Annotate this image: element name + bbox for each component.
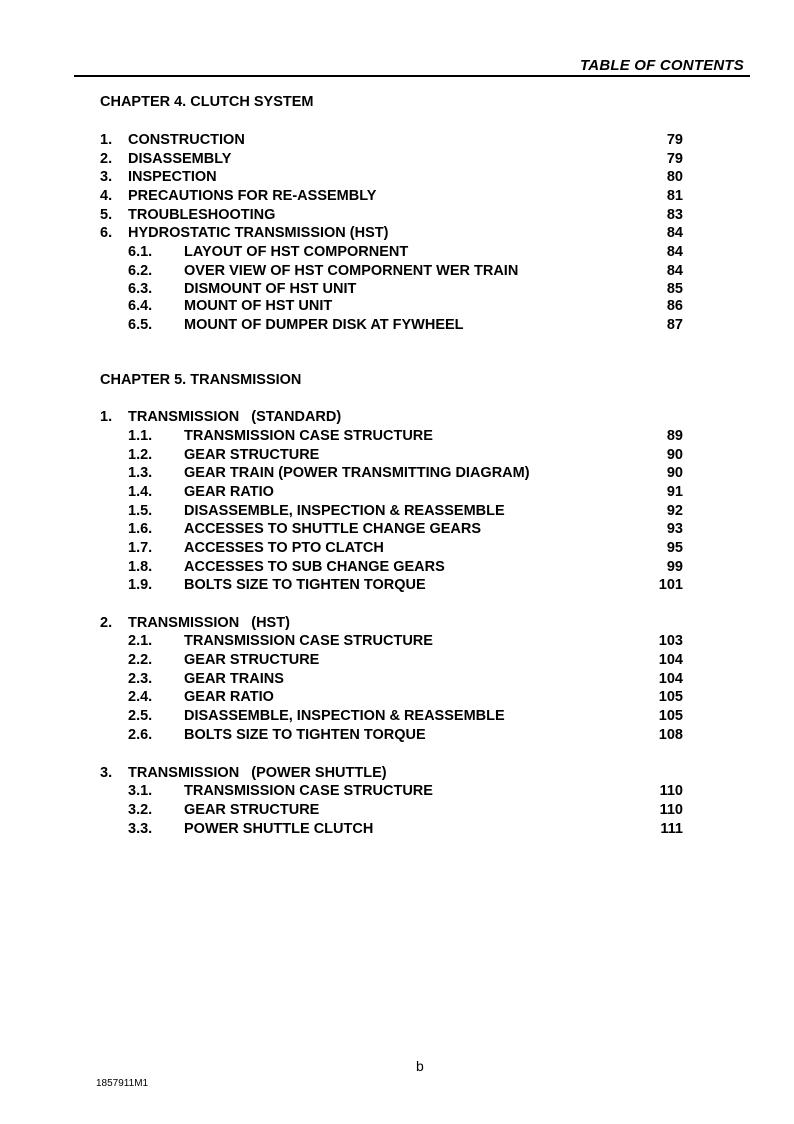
toc-entry-title: BOLTS SIZE TO TIGHTEN TORQUE xyxy=(184,727,426,743)
toc-entry-title: MOUNT OF DUMPER DISK AT FYWHEEL xyxy=(184,317,464,333)
toc-entry-ch5-3-1[interactable] xyxy=(0,782,794,801)
toc-entry-number: 6.4. xyxy=(128,298,153,314)
toc-entry-ch5-3-2[interactable] xyxy=(0,801,794,820)
toc-entry-number: 1.7. xyxy=(128,540,153,556)
toc-entry-page: 92 xyxy=(666,503,683,519)
toc-entry-title: GEAR STRUCTURE xyxy=(184,652,320,668)
toc-entry-page: 85 xyxy=(666,281,683,297)
toc-entry-number: 6.5. xyxy=(128,317,153,333)
toc-entry-ch5-2-1[interactable] xyxy=(0,632,794,651)
toc-entry-page: 111 xyxy=(660,821,683,837)
toc-entry-title: GEAR RATIO xyxy=(184,484,274,500)
toc-entry-ch4-1[interactable] xyxy=(0,131,794,150)
toc-entry-ch4-6-2[interactable] xyxy=(0,262,794,281)
toc-entry-number: 1.5. xyxy=(128,503,153,519)
toc-entry-page: 83 xyxy=(666,207,683,223)
document-code: 1857911M1 xyxy=(96,1078,149,1089)
toc-entry-title: TRANSMISSION CASE STRUCTURE xyxy=(184,428,433,444)
toc-entry-page: 110 xyxy=(659,783,683,799)
toc-entry-title: GEAR STRUCTURE xyxy=(184,447,320,463)
toc-entry-title: ACCESSES TO SHUTTLE CHANGE GEARS xyxy=(184,521,482,537)
toc-entry-page: 80 xyxy=(666,169,683,185)
toc-entry-title: ACCESSES TO PTO CLATCH xyxy=(184,540,384,556)
toc-entry-page: 84 xyxy=(666,225,683,241)
toc-entry-page: 110 xyxy=(659,802,683,818)
toc-entry-title: TRANSMISSION CASE STRUCTURE xyxy=(184,783,433,799)
header-title: TABLE OF CONTENTS xyxy=(580,57,744,74)
toc-entry-number: 1.1. xyxy=(128,428,153,444)
toc-entry-ch4-5[interactable] xyxy=(0,206,794,225)
toc-entry-number: 6.2. xyxy=(128,263,153,279)
toc-entry-ch4-6-1[interactable] xyxy=(0,243,794,262)
toc-entry-title: GEAR TRAIN (POWER TRANSMITTING DIAGRAM) xyxy=(184,465,530,481)
toc-entry-ch5-2-3[interactable] xyxy=(0,670,794,689)
toc-entry-number: 1.9. xyxy=(128,577,153,593)
toc-entry-page: 86 xyxy=(666,298,683,314)
toc-entry-ch5-1-8[interactable] xyxy=(0,558,794,577)
toc-section-ch5-2[interactable] xyxy=(0,614,794,633)
toc-entry-page: 90 xyxy=(666,447,683,463)
toc-entry-title: GEAR TRAINS xyxy=(184,671,284,687)
toc-section-title: TRANSMISSION (HST) xyxy=(128,615,290,631)
toc-entry-number: 2.3. xyxy=(128,671,153,687)
toc-entry-ch5-1-1[interactable] xyxy=(0,427,794,446)
toc-entry-ch5-1-2[interactable] xyxy=(0,446,794,465)
toc-entry-ch5-1-9[interactable] xyxy=(0,576,794,595)
toc-section-number: 2. xyxy=(100,615,113,631)
chapter-4-title: CHAPTER 4. CLUTCH SYSTEM xyxy=(100,94,314,110)
toc-entry-number: 2.5. xyxy=(128,708,153,724)
toc-entry-page: 81 xyxy=(666,188,683,204)
toc-entry-page: 104 xyxy=(658,652,683,668)
toc-entry-page: 89 xyxy=(666,428,683,444)
toc-entry-number: 6.3. xyxy=(128,281,153,297)
toc-entry-page: 87 xyxy=(666,317,683,333)
toc-entry-title: DISASSEMBLY xyxy=(128,151,232,167)
toc-entry-ch4-4[interactable] xyxy=(0,187,794,206)
toc-entry-ch5-1-3[interactable] xyxy=(0,464,794,483)
toc-entry-ch5-1-7[interactable] xyxy=(0,539,794,558)
toc-entry-number: 2.6. xyxy=(128,727,153,743)
toc-entry-title: CONSTRUCTION xyxy=(128,132,245,148)
toc-entry-number: 6.1. xyxy=(128,244,153,260)
toc-entry-title: DISASSEMBLE, INSPECTION & REASSEMBLE xyxy=(184,708,505,724)
toc-entry-title: PRECAUTIONS FOR RE-ASSEMBLY xyxy=(128,188,377,204)
toc-entry-page: 91 xyxy=(666,484,683,500)
toc-entry-number: 3. xyxy=(100,169,113,185)
toc-entry-page: 108 xyxy=(658,727,683,743)
toc-entry-page: 79 xyxy=(666,132,683,148)
toc-entry-ch4-6-5[interactable] xyxy=(0,316,794,335)
toc-entry-ch5-2-5[interactable] xyxy=(0,707,794,726)
toc-section-number: 3. xyxy=(100,765,113,781)
toc-entry-number: 1.2. xyxy=(128,447,153,463)
toc-section-title: TRANSMISSION (POWER SHUTTLE) xyxy=(128,765,387,781)
toc-entry-title: DISASSEMBLE, INSPECTION & REASSEMBLE xyxy=(184,503,505,519)
toc-entry-number: 1.4. xyxy=(128,484,153,500)
toc-entry-number: 4. xyxy=(100,188,113,204)
toc-entry-ch4-2[interactable] xyxy=(0,150,794,169)
toc-entry-page: 90 xyxy=(666,465,683,481)
toc-entry-page: 101 xyxy=(658,577,683,593)
toc-entry-number: 2. xyxy=(100,151,113,167)
toc-entry-number: 1. xyxy=(100,132,113,148)
toc-entry-title: TROUBLESHOOTING xyxy=(128,207,276,223)
toc-entry-title: HYDROSTATIC TRANSMISSION (HST) xyxy=(128,225,389,241)
toc-entry-ch5-2-2[interactable] xyxy=(0,651,794,670)
toc-entry-number: 1.3. xyxy=(128,465,153,481)
toc-entry-number: 2.2. xyxy=(128,652,153,668)
toc-entry-number: 3.1. xyxy=(128,783,153,799)
toc-entry-page: 105 xyxy=(658,689,683,705)
toc-entry-number: 3.3. xyxy=(128,821,153,837)
header-rule xyxy=(74,75,750,77)
toc-entry-page: 79 xyxy=(666,151,683,167)
toc-entry-page: 104 xyxy=(658,671,683,687)
toc-entry-number: 2.1. xyxy=(128,633,153,649)
toc-section-ch5-1[interactable] xyxy=(0,408,794,427)
toc-entry-number: 2.4. xyxy=(128,689,153,705)
toc-section-title: TRANSMISSION (STANDARD) xyxy=(128,409,342,425)
toc-entry-ch5-3-3[interactable] xyxy=(0,820,794,839)
toc-entry-title: INSPECTION xyxy=(128,169,217,185)
toc-entry-ch5-2-4[interactable] xyxy=(0,688,794,707)
toc-entry-ch4-6-4[interactable] xyxy=(0,297,794,316)
toc-entry-title: TRANSMISSION CASE STRUCTURE xyxy=(184,633,433,649)
toc-entry-number: 3.2. xyxy=(128,802,153,818)
chapter-5-title: CHAPTER 5. TRANSMISSION xyxy=(100,372,302,388)
toc-entry-number: 6. xyxy=(100,225,113,241)
toc-entry-number: 1.6. xyxy=(128,521,153,537)
toc-entry-page: 99 xyxy=(666,559,683,575)
toc-entry-title: DISMOUNT OF HST UNIT xyxy=(184,281,357,297)
toc-entry-ch5-1-5[interactable] xyxy=(0,502,794,521)
toc-entry-page: 84 xyxy=(666,263,683,279)
toc-entry-number: 1.8. xyxy=(128,559,153,575)
toc-entry-page: 84 xyxy=(666,244,683,260)
toc-entry-number: 5. xyxy=(100,207,113,223)
toc-entry-title: GEAR RATIO xyxy=(184,689,274,705)
page-letter: b xyxy=(416,1058,424,1074)
toc-entry-ch4-6[interactable] xyxy=(0,224,794,243)
toc-entry-title: OVER VIEW OF HST COMPORNENT WER TRAIN xyxy=(184,263,519,279)
toc-entry-title: BOLTS SIZE TO TIGHTEN TORQUE xyxy=(184,577,426,593)
toc-section-number: 1. xyxy=(100,409,113,425)
toc-entry-page: 93 xyxy=(666,521,683,537)
toc-section-ch5-3[interactable] xyxy=(0,764,794,783)
toc-entry-page: 95 xyxy=(666,540,683,556)
toc-entry-page: 103 xyxy=(658,633,683,649)
toc-entry-title: GEAR STRUCTURE xyxy=(184,802,320,818)
toc-entry-ch5-1-4[interactable] xyxy=(0,483,794,502)
toc-entry-page: 105 xyxy=(658,708,683,724)
toc-entry-title: ACCESSES TO SUB CHANGE GEARS xyxy=(184,559,445,575)
toc-entry-title: LAYOUT OF HST COMPORNENT xyxy=(184,244,409,260)
toc-entry-title: POWER SHUTTLE CLUTCH xyxy=(184,821,374,837)
toc-entry-ch5-1-6[interactable] xyxy=(0,520,794,539)
toc-entry-title: MOUNT OF HST UNIT xyxy=(184,298,333,314)
toc-entry-ch5-2-6[interactable] xyxy=(0,726,794,745)
toc-entry-ch4-3[interactable] xyxy=(0,168,794,187)
